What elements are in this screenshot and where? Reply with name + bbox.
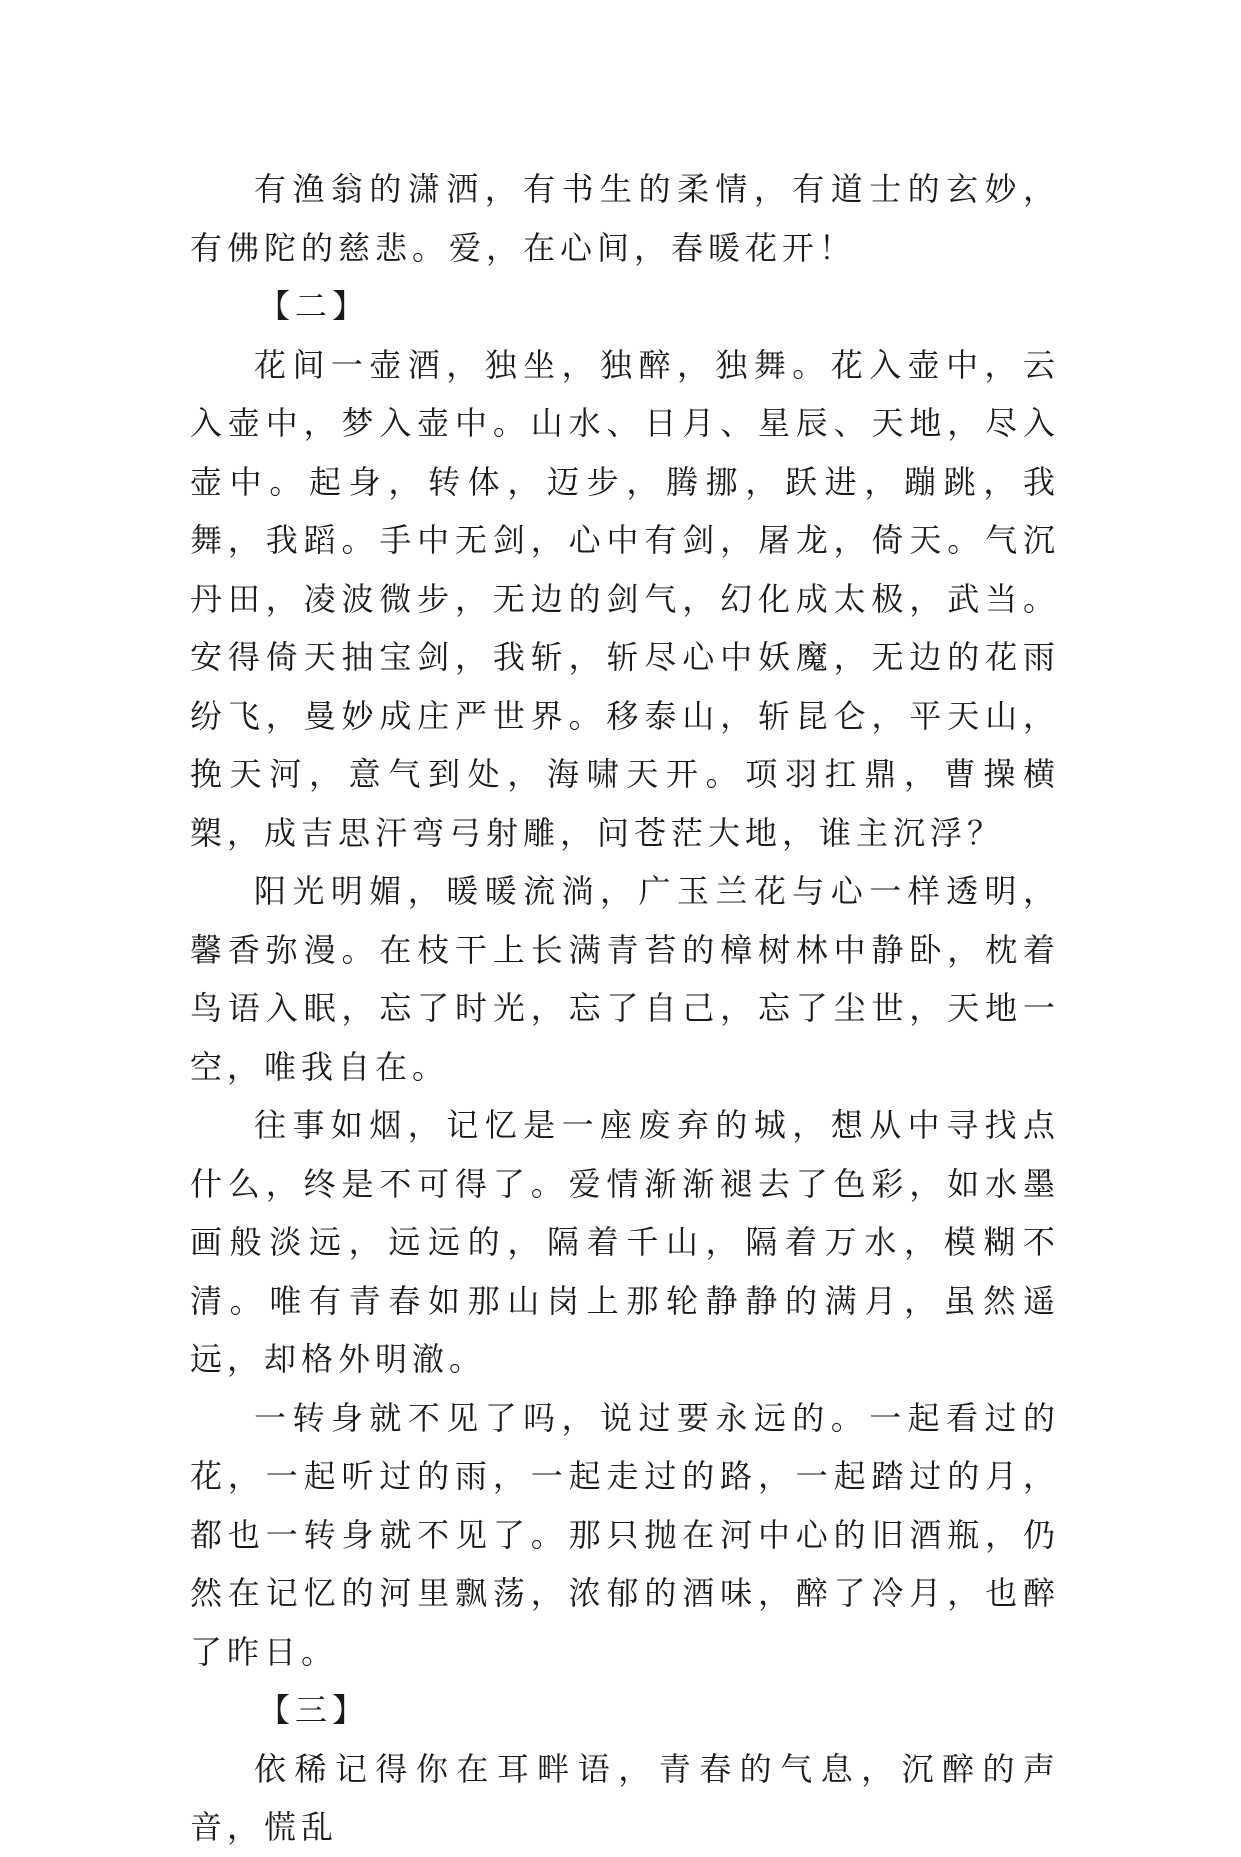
paragraph: 有渔翁的潇洒，有书生的柔情，有道士的玄妙，有佛陀的慈悲。爱，在心间，春暖花开！ bbox=[190, 170, 1060, 267]
paragraph: 依稀记得你在耳畔语，青春的气息，沉醉的声音，慌乱 bbox=[190, 1749, 1060, 1846]
section-heading: 【三】 bbox=[258, 1691, 370, 1729]
section-heading: 【二】 bbox=[258, 287, 370, 325]
paragraph: 花间一壶酒，独坐，独醉，独舞。花入壶中，云入壶中，梦入壶中。山水、日月、星辰、天地，尽入壶中。起身，转体，迈步，腾挪，跃进，蹦跳，我舞，我蹈。手中无剑，心中有剑，屠龙，倚天。气沉丹田，凌波微步，无边的剑气，幻化成太极，武当。安得倚天抽宝剑，我斩，斩尽心中妖魔，无边的花雨纷飞，曼妙成庄严世界。移泰山，斩昆仑，平天山，挽天河，意气到处，海啸天开。项羽扛鼎，曹操横槊，成吉思汗弯弓射雕，问苍茫大地，谁主沉浮？ bbox=[190, 345, 1060, 852]
paragraph: 阳光明媚，暖暖流淌，广玉兰花与心一样透明，馨香弥漫。在枝干上长满青苔的樟树林中静卧，枕着鸟语入眠，忘了时光，忘了自己，忘了尘世，天地一空，唯我自在。 bbox=[190, 872, 1060, 1086]
article-body bbox=[190, 160, 1060, 1857]
paragraph: 往事如烟，记忆是一座废弃的城，想从中寻找点什么，终是不可得了。爱情渐渐褪去了色彩，如水墨画般淡远，远远的，隔着千山，隔着万水，模糊不清。唯有青春如那山岗上那轮静静的满月，虽然遥远，却格外明澈。 bbox=[190, 1106, 1060, 1378]
paragraph: 一转身就不见了吗，说过要永远的。一起看过的花，一起听过的雨，一起走过的路，一起踏过的月，都也一转身就不见了。那只抛在河中心的旧酒瓶，仍然在记忆的河里飘荡，浓郁的酒味，醉了冷月，也醉了昨日。 bbox=[190, 1398, 1060, 1671]
